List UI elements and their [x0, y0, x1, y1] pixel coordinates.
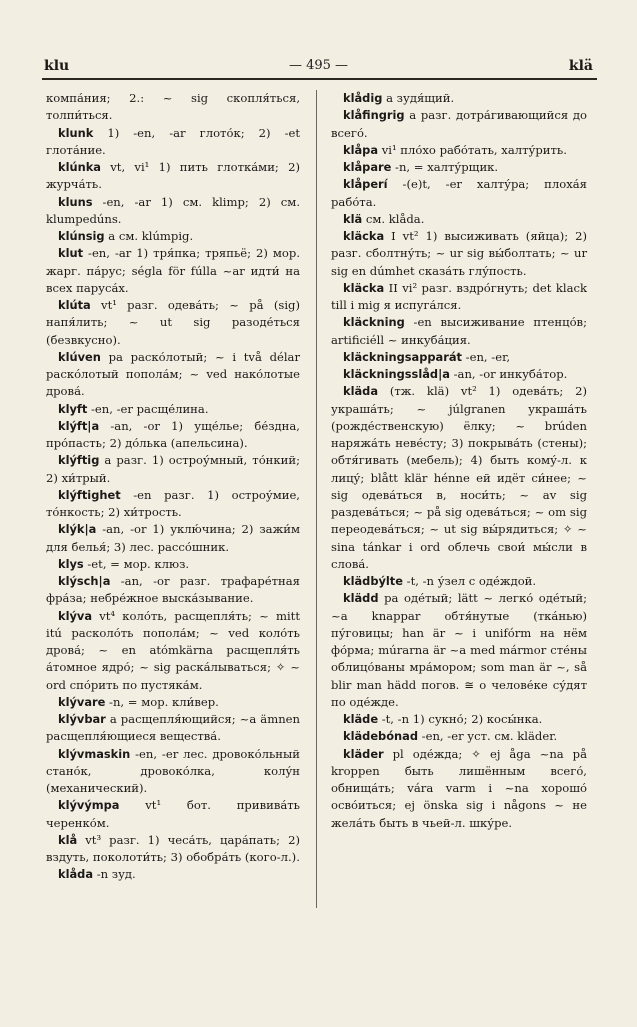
dictionary-entry: [331, 159, 587, 176]
entry-headword: klys: [58, 556, 84, 571]
dictionary-entry: [46, 452, 300, 487]
dictionary-entry: [46, 573, 300, 608]
entry-headword: kläcka: [343, 229, 385, 243]
entry-headword: klýft|a: [58, 418, 100, 433]
entry-definition: -en, -er лес. дровоко́льный стано́к, дровоко́лка, колу́н (механический).: [46, 746, 300, 795]
entry-definition: vt⁴ коло́ть, расщепля́ть; ~ mitt itú расколо́ть попола́м; ~ ved коло́ть дрова́; ~ en atómkärna расщепля́ть а́томное ядро́; ~ sig раска́лываться; ✧ ~ ord спо́рить по пустяка́м.: [46, 608, 301, 692]
dictionary-entry: [46, 521, 300, 556]
dictionary-entry: [331, 176, 587, 211]
entry-headword: klúta: [58, 298, 91, 312]
dictionary-entry: [46, 608, 300, 694]
header-guide-right: klä: [568, 58, 593, 74]
entry-headword: kläckningsslåd|a: [343, 367, 450, 381]
dictionary-entry: [46, 418, 300, 453]
header-guide-left: klu: [44, 58, 70, 74]
dictionary-entry: [46, 797, 300, 832]
entry-headword: klýsch|a: [58, 574, 111, 588]
entry-headword: kläckning: [343, 315, 405, 330]
entry-definition: -an, -or 1) уще́лье; бе́здна, про́пасть; 2) до́лька (апельсина).: [46, 418, 300, 450]
column-divider: [316, 90, 317, 908]
dictionary-entry: [46, 245, 300, 297]
entry-headword: klýk|a: [58, 522, 97, 537]
entry-headword: klúnka: [58, 160, 101, 174]
dictionary-entry: [46, 194, 300, 229]
entry-definition: a зудя́щий.: [386, 91, 455, 105]
entry-headword: klunk: [58, 125, 94, 140]
dictionary-entry: [46, 401, 300, 418]
dictionary-entry: [46, 228, 300, 245]
dictionary-entry: [46, 832, 300, 867]
entry-definition: a расщепля́ющийся; ~a ämnen расщепля́ющиеся вещества́.: [46, 712, 300, 744]
dictionary-entry: [331, 90, 587, 107]
entry-headword: klyft: [58, 401, 88, 416]
entry-definition: -n, = халту́рщик.: [395, 160, 499, 174]
entry-definition: -(e)t, -er халту́ра; плоха́я рабо́та.: [331, 177, 587, 209]
entry-headword: klývare: [58, 694, 106, 709]
dictionary-entry: [331, 228, 587, 280]
entry-headword: klädbýlte: [343, 574, 403, 588]
entry-headword: klåpare: [343, 160, 392, 174]
entry-definition: pa раско́лотый; ~ i två délar раско́лотый попола́м; ~ ved нако́лотые дрова́.: [46, 349, 301, 399]
entry-definition: -en высиживание птенцо́в; artificiéll ~ инкуба́ция.: [331, 315, 587, 347]
entry-headword: klúven: [58, 349, 101, 364]
entry-definition: -t, -n 1) сукно́; 2) косы́нка.: [381, 712, 543, 726]
dictionary-entry: [46, 90, 300, 125]
entry-headword: klä: [343, 211, 363, 226]
dictionary-entry: [331, 280, 587, 315]
entry-definition: -en, -er расще́лина.: [91, 401, 209, 416]
entry-headword: kläde: [343, 712, 379, 726]
entry-definition: компа́ния; 2.: ~ sig скопля́ться, толпи́ться.: [46, 91, 300, 123]
entry-definition: pl оде́жда; ✧ ej åga ~na på kroppen быть лишённым всего́, обнища́ть; vára varm i ~na хорошо́ осво́иться; ej önska sig i någons ~ не жела́ть быть в чьей-л. шку́ре.: [331, 746, 588, 830]
entry-headword: kläcka: [343, 280, 385, 295]
entry-definition: -en, -ar 1) см. klimp; 2) см. klumpedúns.: [46, 194, 301, 226]
dictionary-entry: [331, 573, 587, 590]
entry-definition: vt¹ разг. одева́ть; ~ på (sig) напя́лить; ~ ut sig разоде́ться (безвкусно).: [46, 298, 300, 347]
header-rule: [42, 78, 597, 80]
dictionary-entry: [46, 711, 300, 746]
entry-definition: vt³ разг. 1) чеса́ть, цара́пать; 2) вздуть, поколоти́ть; 3) обобра́ть (кого-л.).: [46, 832, 300, 864]
entry-headword: klädebónad: [343, 729, 418, 744]
entry-headword: klå: [58, 832, 78, 847]
dictionary-entry: [46, 694, 300, 711]
right-column: [331, 90, 587, 832]
dictionary-entry: [46, 159, 300, 194]
dictionary-entry: [331, 746, 587, 832]
entry-definition: II vi² разг. вздро́гнуть; det klack till i mig я испуга́лся.: [331, 280, 587, 312]
entry-definition: -et, = мор. клюз.: [87, 556, 190, 571]
entry-definition: vi¹ пло́хо рабо́тать, халту́рить.: [381, 142, 567, 157]
entry-headword: klýftighet: [58, 487, 121, 502]
entry-definition: -an, -or разг. трафаре́тная фра́за; небре́жное выска́зывание.: [46, 574, 300, 606]
entry-definition: a см. klúmpig.: [108, 229, 194, 243]
entry-headword: klúnsig: [58, 229, 105, 243]
entry-definition: -n зуд.: [96, 867, 136, 882]
entry-definition: vt, vi¹ 1) пить глотка́ми; 2) журча́ть.: [46, 160, 301, 192]
entry-headword: klývbar: [58, 712, 106, 726]
dictionary-entry: [46, 746, 300, 798]
entry-definition: -an, -or 1) уклю́чина; 2) зажи́м для белья́; 3) лес. рассо́шник.: [46, 522, 300, 554]
dictionary-entry: [46, 866, 300, 883]
entry-definition: (тж. klä) vt² 1) одева́ть; 2) украша́ть; ~ júlgranen украша́ть (рожде́ственскую) ёлку; ~ brúden наряжа́ть неве́сту; 3) покрыва́ть (стены); обтя́гивать (мебель); 4) быть кому́-л. к лицу́; blått klär hénne ей идёт си́нее; ~ sig одева́ться в, носи́ть; ~ av sig раздева́ться; ~ på sig одева́ться; ~ om sig переодева́ться; ~ ut sig вы́рядиться; ✧ ~ sina tánkar i ord облечь свои́ мы́сли в слова́.: [331, 384, 588, 571]
left-column: [46, 90, 300, 884]
dictionary-entry: [331, 107, 587, 142]
entry-definition: -t, -n у́зел с оде́ждой.: [406, 574, 537, 588]
dictionary-entry: [331, 142, 587, 159]
entry-headword: klåda: [58, 867, 94, 882]
dictionary-entry: [46, 125, 300, 160]
entry-definition: pa оде́тый; lätt ~ легко́ оде́тый; ~a knappar обтя́нутые (тка́нью) пу́говицы; han är ~ i unifórm на нём фо́рма; múrarna är ~a med mármor сте́ны облицо́ваны мра́мором; som man är ~, så blir man hädd погов. ≅ о челове́ке су́дят по оде́жде.: [331, 591, 588, 709]
entry-headword: klädd: [343, 591, 379, 606]
dictionary-entry: [331, 211, 587, 228]
dictionary-entry: [331, 366, 587, 383]
dictionary-entry: [331, 383, 587, 573]
entry-definition: vt¹ бот. привива́ть черенко́м.: [46, 798, 300, 830]
entry-definition: -n, = мор. кли́вер.: [109, 694, 219, 709]
entry-headword: klývýmpa: [58, 798, 120, 813]
entry-definition: a разг. дотра́гивающийся до всего́.: [331, 108, 587, 140]
entry-headword: kläckningsapparát: [343, 349, 462, 364]
entry-headword: klåfingrig: [343, 108, 405, 123]
dictionary-entry: [331, 349, 587, 366]
entry-headword: klåpa: [343, 142, 379, 157]
dictionary-entry: [46, 556, 300, 573]
dictionary-entry: [46, 349, 300, 401]
entry-headword: klådig: [343, 91, 383, 105]
entry-headword: kluns: [58, 194, 93, 209]
dictionary-entry: [46, 297, 300, 349]
dictionary-entry: [331, 728, 587, 745]
entry-headword: klýftig: [58, 453, 100, 468]
entry-definition: -en, -ar 1) тря́пка; тряпьё; 2) мор. жарг. па́рус; ségla för fúlla ~ar идти́ на всех паруса́х.: [46, 246, 301, 295]
entry-headword: kläda: [343, 384, 379, 399]
entry-definition: 1) -en, -ar глото́к; 2) -et глота́ние.: [46, 125, 301, 157]
entry-definition: -en, -er,: [465, 349, 511, 364]
entry-definition: -an, -or инкуба́тор.: [453, 367, 568, 381]
entry-definition: -en разг. 1) остроу́мие, то́нкость; 2) хи́трость.: [46, 487, 300, 519]
entry-headword: kläder: [343, 746, 384, 761]
entry-definition: I vt² 1) высиживать (яйца); 2) разг. сболтну́ть; ~ ur sig вы́болтать; ~ ur sig en dúmhet сказа́ть глу́пость.: [331, 229, 587, 278]
dictionary-entry: [331, 711, 587, 728]
page-number: — 495 —: [288, 58, 349, 73]
entry-definition: a разг. 1) остроу́мный, то́нкий; 2) хи́трый.: [46, 453, 301, 485]
entry-headword: klåperí: [343, 177, 388, 192]
entry-definition: -en, -er уст. см. kläder.: [421, 729, 558, 744]
dictionary-entry: [331, 314, 587, 349]
entry-headword: klut: [58, 246, 84, 261]
entry-definition: см. klåda.: [365, 211, 425, 226]
dictionary-entry: [46, 487, 300, 522]
entry-headword: klýva: [58, 608, 93, 623]
entry-headword: klývmaskin: [58, 746, 131, 761]
dictionary-entry: [331, 590, 587, 711]
